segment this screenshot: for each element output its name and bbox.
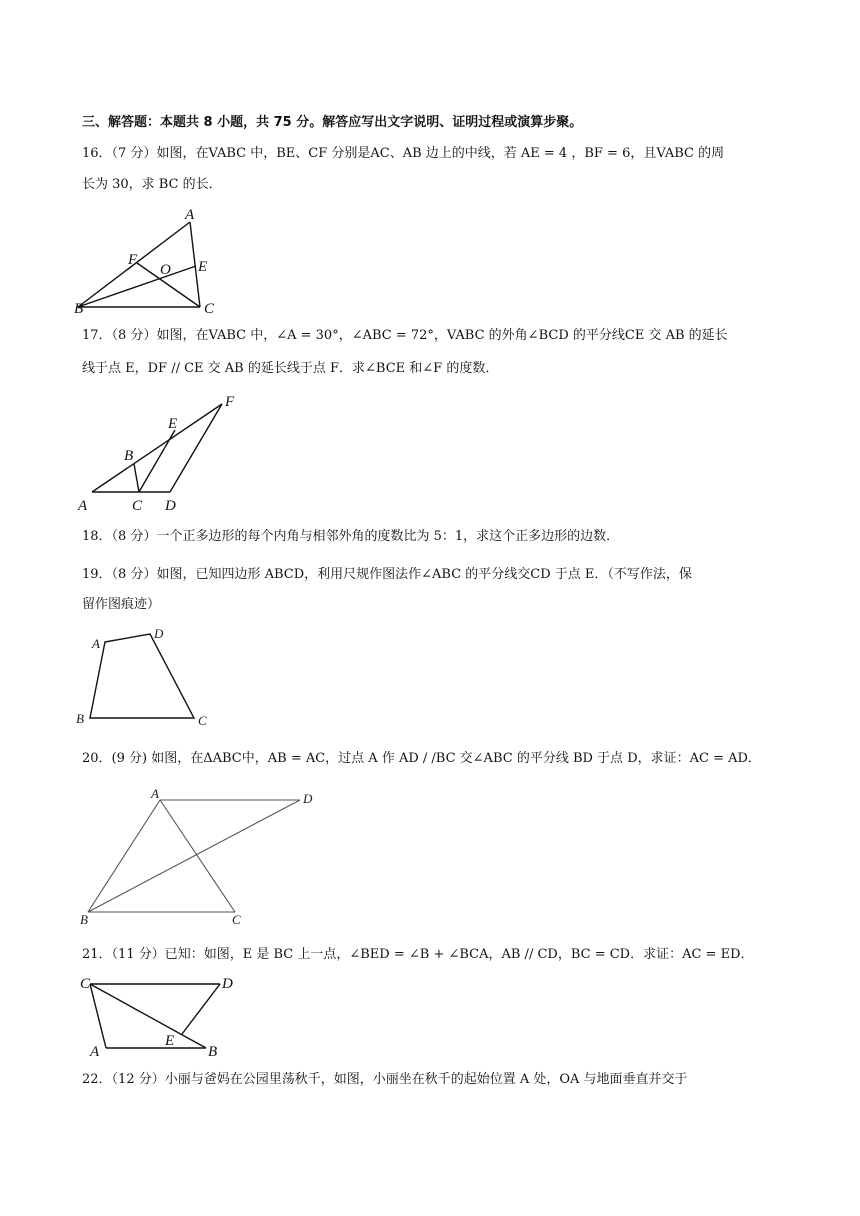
q18-text-line1: 18．（8 分）一个正多边形的每个内角与相邻外角的度数比为 5：1，求这个正多边形的边数．	[82, 529, 620, 544]
q20-side-ac	[160, 800, 235, 912]
q21-line-cb	[90, 984, 206, 1048]
q16-label-a: A	[185, 207, 195, 223]
q16-label-c: C	[204, 301, 215, 317]
q17-text-line2: 线于点 E，DF // CE 交 AB 的延长线于点 F．求∠BCE 和∠F 的度数．	[82, 361, 499, 376]
q20-label-d: D	[303, 791, 313, 806]
q16-figure	[72, 204, 232, 316]
section-header: 三、解答题：本题共 8 小题，共 75 分。解答应写出文字说明、证明过程或演算步聚。	[82, 115, 583, 130]
q20-line-bd	[88, 800, 300, 912]
q19-label-b: B	[76, 711, 84, 726]
q20-label-c: C	[232, 912, 241, 927]
q17-line-ce	[139, 430, 175, 492]
q16-median-be	[78, 266, 196, 307]
q17-text-line1: 17．（8 分）如图，在VABC 中，∠A = 30°，∠ABC = 72°，VABC 的外角∠BCD 的平分线CE 交 AB 的延长	[82, 328, 728, 343]
q21-line-de	[182, 984, 220, 1034]
q19-label-d: D	[154, 626, 164, 641]
q19-label-a: A	[92, 636, 100, 651]
q21-label-a: A	[90, 1044, 100, 1060]
q21-figure	[72, 970, 242, 1062]
q16-text-line2: 长为 30，求 BC 的长．	[82, 177, 222, 192]
q21-label-d: D	[222, 976, 233, 992]
q20-side-ab	[88, 800, 160, 912]
q19-text-line1: 19．（8 分）如图，已知四边形 ABCD，利用尺规作图法作∠ABC 的平分线交CD 于点 E．（不写作法，保	[82, 567, 692, 582]
q19-label-c: C	[198, 713, 207, 728]
q21-text-line1: 21．（11 分）已知：如图，E 是 BC 上一点，∠BED = ∠B + ∠BCA，AB // CD，BC = CD．求证：AC = ED．	[82, 947, 754, 962]
q21-label-e: E	[165, 1033, 175, 1049]
q20-text-line1: 20．(9 分) 如图，在ΔABC中，AB = AC，过点 A 作 AD / /BC 交∠ABC 的平分线 BD 于点 D，求证：AC = AD．	[82, 751, 761, 766]
q17-label-c: C	[132, 498, 143, 514]
q21-label-b: B	[208, 1044, 218, 1060]
q22-text-line1: 22．（12 分）小丽与爸妈在公园里荡秋千，如图，小丽坐在秋千的起始位置 A 处，OA 与地面垂直并交于	[82, 1072, 688, 1087]
q19-figure	[72, 622, 222, 732]
q16-label-o: O	[160, 262, 171, 278]
q17-label-a: A	[78, 498, 88, 514]
q17-label-f: F	[225, 394, 235, 410]
q20-label-b: B	[80, 912, 88, 927]
q19-text-line2: 留作图痕迹）	[82, 597, 161, 612]
q17-line-df	[170, 404, 222, 492]
q21-label-c: C	[80, 976, 91, 992]
q17-side-bc	[134, 464, 139, 492]
q20-figure	[72, 784, 332, 930]
q17-label-e: E	[168, 416, 178, 432]
q19-quadrilateral	[90, 634, 194, 718]
q20-label-a: A	[151, 786, 159, 801]
q21-line-ca	[90, 984, 106, 1048]
q16-label-f: F	[128, 252, 138, 268]
q16-label-e: E	[198, 259, 208, 275]
q16-text-line1: 16．（7 分）如图，在VABC 中，BE、CF 分别是AC、AB 边上的中线，若 AE = 4 ，BF = 6，且VABC 的周	[82, 146, 725, 161]
q17-label-b: B	[124, 448, 134, 464]
q17-line-af	[92, 404, 222, 492]
q17-figure	[72, 388, 272, 516]
q17-label-d: D	[165, 498, 176, 514]
q16-label-b: B	[74, 301, 84, 317]
